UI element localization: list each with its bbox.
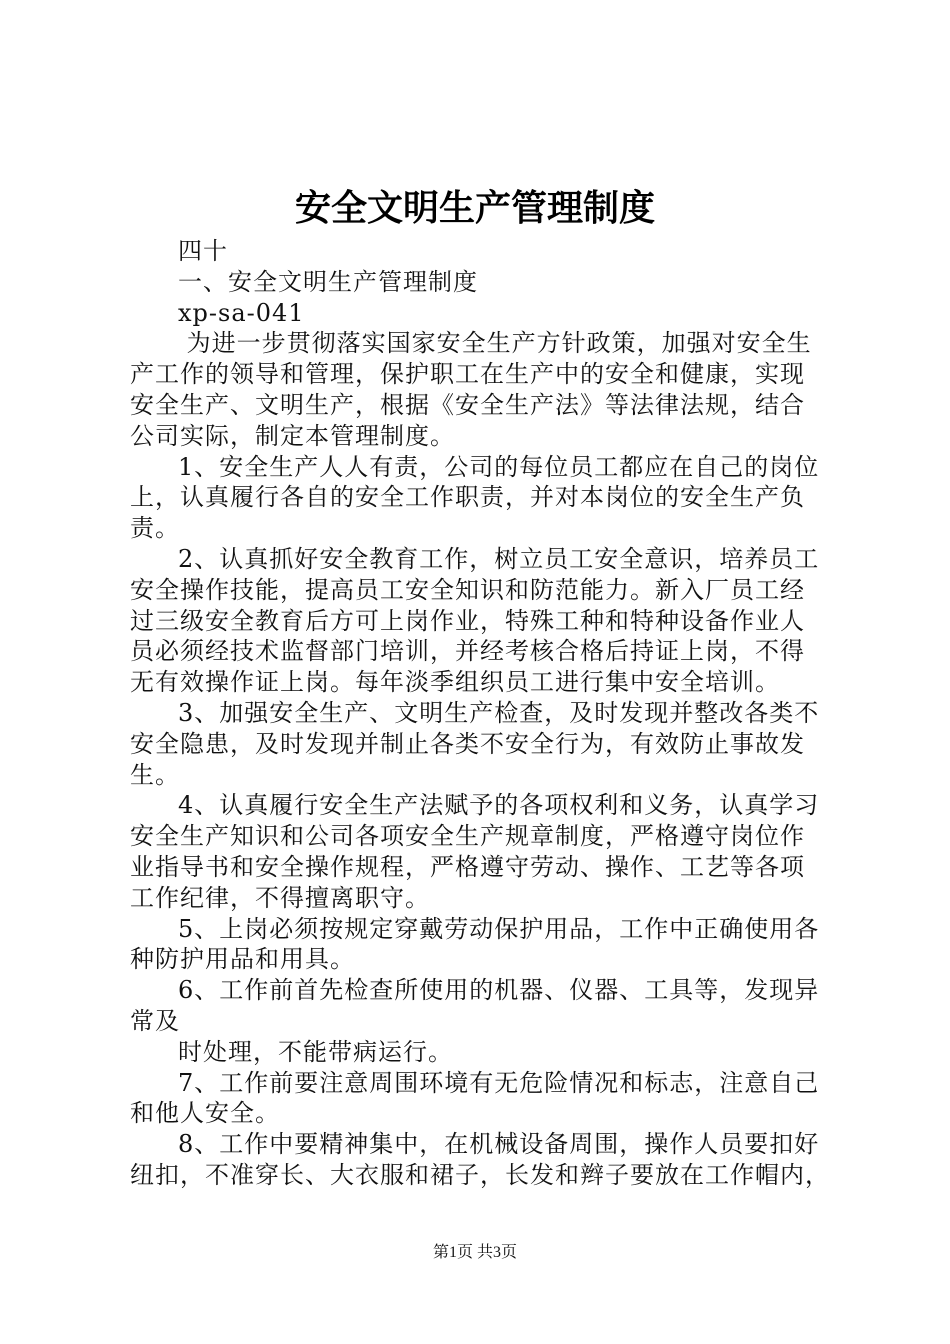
text-line: 3、加强安全生产、文明生产检查，及时发现并整改各类不 xyxy=(178,698,820,727)
text-line: 安全操作技能，提高员工安全知识和防范能力。新入厂员工经 xyxy=(130,575,805,604)
text-line: 1、安全生产人人有责，公司的每位员工都应在自己的岗位 xyxy=(178,452,820,481)
text-line: 生。 xyxy=(130,760,180,789)
text-line: 8、工作中要精神集中，在机械设备周围，操作人员要扣好 xyxy=(178,1130,820,1159)
text-line: 种防护用品和用具。 xyxy=(130,945,355,974)
text-line: 员必须经技术监督部门培训，并经考核合格后持证上岗，不得 xyxy=(130,637,805,666)
text-line: 安全隐患，及时发现并制止各类不安全行为，有效防止事故发 xyxy=(130,729,805,758)
text-line: 纽扣，不准穿长、大衣服和裙子，长发和辫子要放在工作帽内， xyxy=(130,1160,830,1189)
text-line: 过三级安全教育后方可上岗作业，特殊工种和特种设备作业人 xyxy=(130,606,805,635)
text-line: 4、认真履行安全生产法赋予的各项权利和义务，认真学习 xyxy=(178,791,820,820)
text-line: 和他人安全。 xyxy=(130,1099,280,1128)
text-line: 工作纪律，不得擅离职守。 xyxy=(130,883,430,912)
text-line: 时处理，不能带病运行。 xyxy=(178,1037,453,1066)
text-line: 责。 xyxy=(130,514,180,543)
text-line: 业指导书和安全操作规程，严格遵守劳动、操作、工艺等各项 xyxy=(130,852,805,881)
text-line: 为进一步贯彻落实国家安全生产方针政策，加强对安全生 xyxy=(178,329,812,358)
text-line: 7、工作前要注意周围环境有无危险情况和标志，注意自己 xyxy=(178,1068,820,1097)
document-title: 安全文明生产管理制度 xyxy=(294,187,655,229)
text-line: 常及 xyxy=(130,1006,180,1035)
text-line: 2、认真抓好安全教育工作，树立员工安全意识，培养员工 xyxy=(178,544,820,573)
text-line: 5、上岗必须按规定穿戴劳动保护用品，工作中正确使用各 xyxy=(178,914,820,943)
text-line: 公司实际，制定本管理制度。 xyxy=(130,421,455,450)
document-body xyxy=(130,236,830,1191)
text-line: xp-sa-041 xyxy=(178,298,305,327)
text-line: 一、安全文明生产管理制度 xyxy=(178,267,478,296)
text-line: 6、工作前首先检查所使用的机器、仪器、工具等，发现异 xyxy=(178,976,820,1005)
text-line: 无有效操作证上岗。每年淡季组织员工进行集中安全培训。 xyxy=(130,668,780,697)
text-line: 四十 xyxy=(178,237,228,265)
text-line: 安全生产知识和公司各项安全生产规章制度，严格遵守岗位作 xyxy=(130,822,805,851)
page-footer: 第1页 共3页 xyxy=(432,1244,517,1261)
text-line: 安全生产、文明生产，根据《安全生产法》等法律法规，结合 xyxy=(130,390,805,419)
text-line: 上，认真履行各自的安全工作职责，并对本岗位的安全生产负 xyxy=(130,483,805,512)
text-line: 产工作的领导和管理，保护职工在生产中的安全和健康，实现 xyxy=(130,360,805,389)
